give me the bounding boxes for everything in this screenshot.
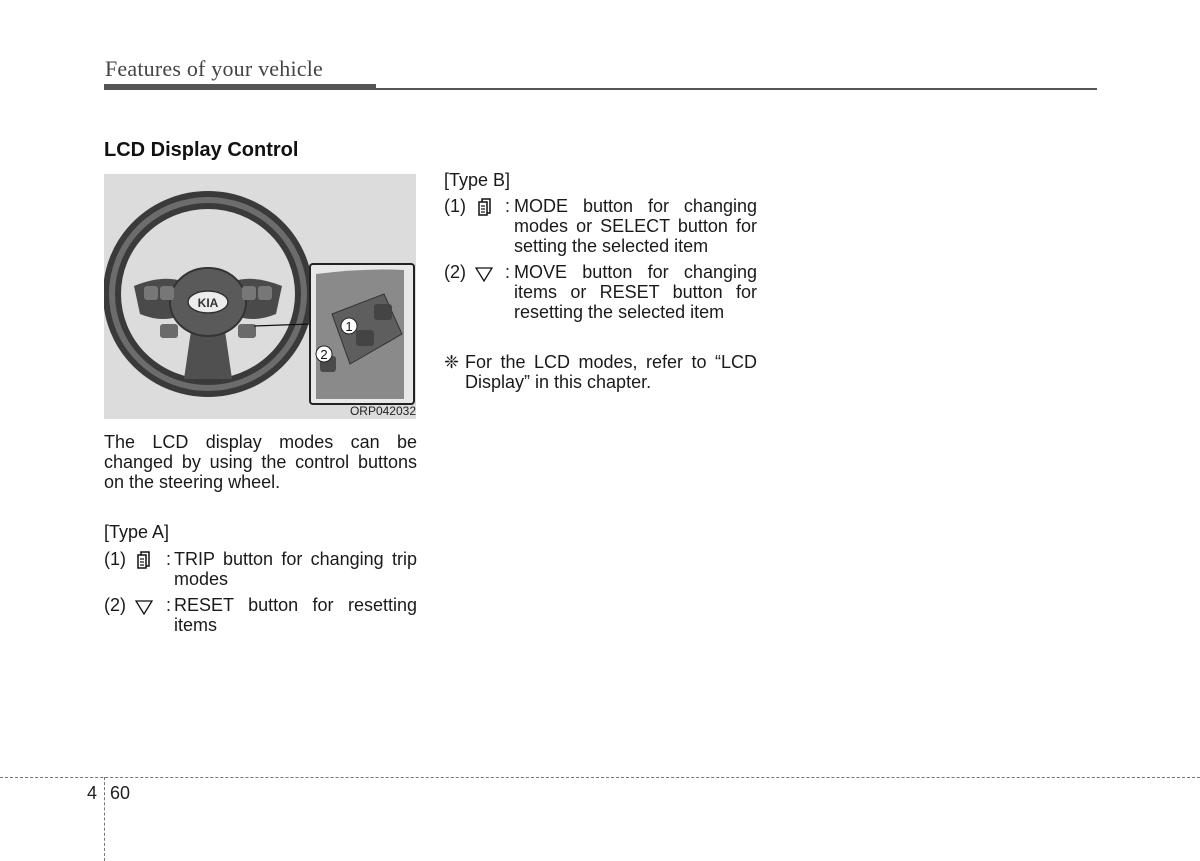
item-text: TRIP button for changing trip modes bbox=[174, 549, 417, 589]
header-rule-thick bbox=[104, 84, 376, 90]
item-text: MODE button for changing modes or SELECT button for setting the selected item bbox=[514, 196, 757, 256]
down-triangle-icon bbox=[135, 599, 153, 619]
down-triangle-icon bbox=[475, 266, 493, 286]
footer-chapter-number: 4 bbox=[87, 783, 98, 803]
item-text: RESET button for resetting items bbox=[174, 595, 417, 635]
type-a-label: [Type A] bbox=[104, 522, 170, 542]
header-rule-thin bbox=[376, 88, 1097, 90]
note-mark: ❈ bbox=[444, 352, 460, 372]
figure-callout-2: 2 bbox=[320, 347, 328, 362]
item-colon: : bbox=[505, 196, 511, 216]
item-number: (2) bbox=[444, 262, 466, 282]
steering-wheel-illustration bbox=[104, 174, 416, 419]
item-number: (1) bbox=[104, 549, 126, 569]
footer-page-number: 60 bbox=[110, 783, 131, 803]
type-b-item-1 bbox=[444, 196, 757, 258]
footer-vertical-dashed-rule bbox=[104, 777, 105, 861]
item-colon: : bbox=[166, 595, 172, 615]
figure-code: ORP042032 bbox=[349, 404, 416, 418]
steering-wheel-figure bbox=[104, 174, 416, 419]
item-colon: : bbox=[505, 262, 511, 282]
intro-paragraph: The LCD display modes can be changed by using the control buttons on the steering wheel. bbox=[104, 432, 417, 492]
page-header-title: Features of your vehicle bbox=[105, 56, 324, 81]
type-a-item-2 bbox=[104, 595, 417, 637]
trip-mode-icon bbox=[478, 198, 492, 220]
item-number: (2) bbox=[104, 595, 126, 615]
kia-logo: KIA bbox=[197, 296, 219, 310]
figure-callout-1: 1 bbox=[345, 319, 353, 334]
section-title: LCD Display Control bbox=[104, 139, 299, 161]
type-b-label: [Type B] bbox=[444, 170, 511, 190]
item-colon: : bbox=[166, 549, 172, 569]
note-text: For the LCD modes, refer to “LCD Display” in this chapter. bbox=[465, 352, 757, 392]
item-number: (1) bbox=[444, 196, 466, 216]
trip-mode-icon bbox=[137, 551, 151, 573]
type-b-item-2 bbox=[444, 262, 757, 324]
footer-dashed-rule bbox=[0, 777, 1200, 778]
type-a-item-1 bbox=[104, 549, 417, 591]
item-text: MOVE button for changing items or RESET button for resetting the selected item bbox=[514, 262, 757, 322]
